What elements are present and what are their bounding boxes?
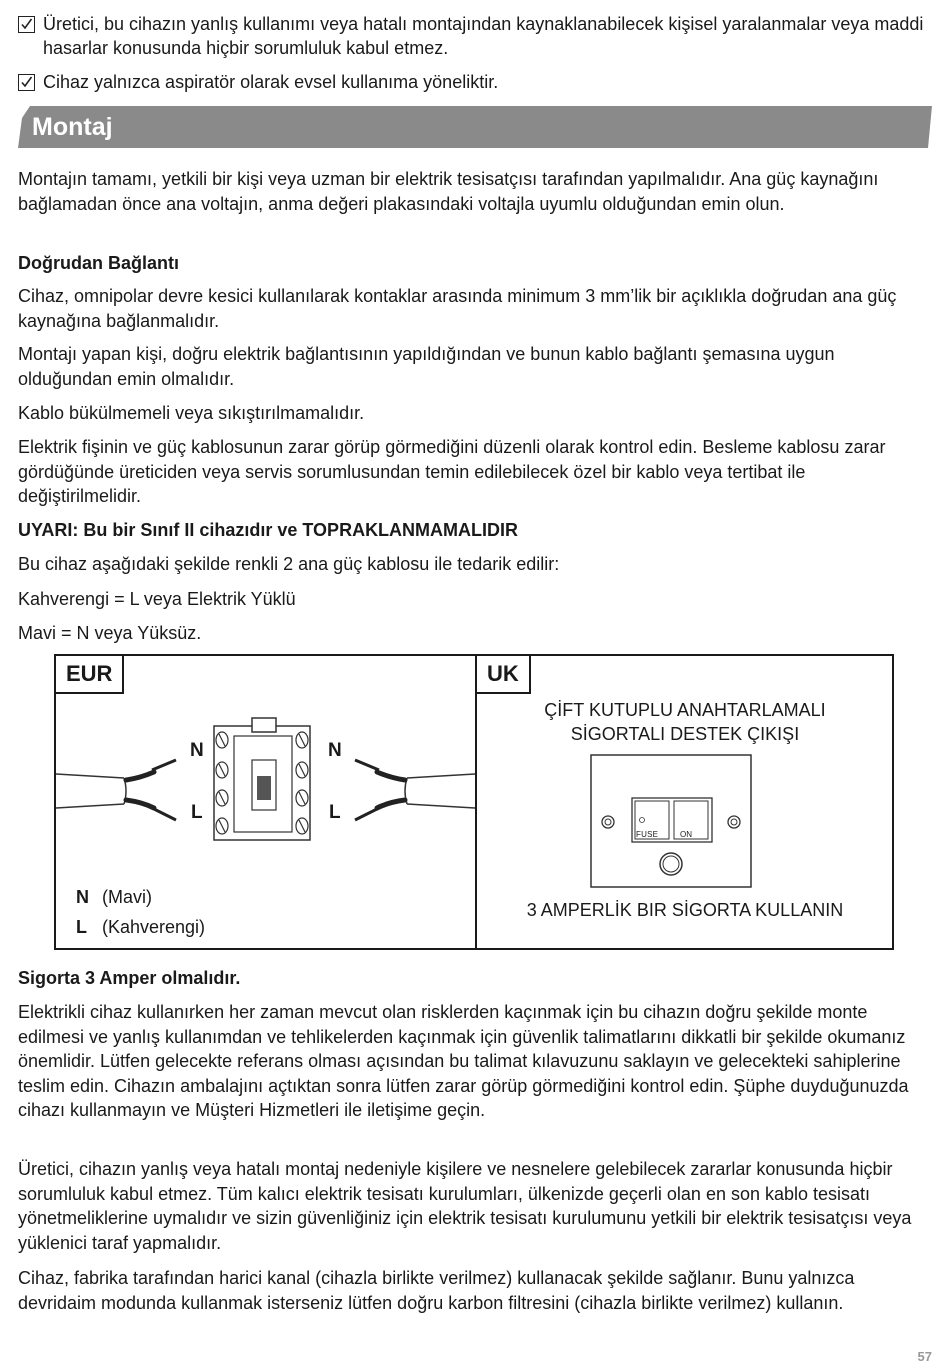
check-item	[18, 12, 943, 60]
eur-l-label-left: L	[191, 802, 203, 823]
paragraph: Cihaz, omnipolar devre kesici kullanılarak kontaklar arasında minimum 3 mm’lik bir açıklıkla doğrudan ana güç kaynağına bağlanmalıdır.	[18, 286, 897, 331]
paragraph: Cihaz, fabrika tarafından harici kanal (cihazla birlikte verilmez) kullanacak şekilde sağlanır. Bunu yalnızca devridaim modunda kullanmak isterseniz lütfen doğru karbon filtresini (cihazla birlikte verilmez) kullanın.	[18, 1268, 855, 1313]
fuse-label: FUSE	[636, 830, 659, 839]
uk-heading	[476, 698, 894, 746]
paragraph: Kablo bükülmemeli veya sıkıştırılmamalıdır.	[18, 403, 365, 423]
paragraph: Kahverengi = L veya Elektrik Yüklü	[18, 589, 296, 609]
on-label: ON	[680, 830, 692, 839]
legend-key: L	[76, 917, 87, 937]
eur-n-label-left: N	[190, 740, 204, 761]
eur-tag: EUR	[56, 656, 124, 694]
fused-spur-outlet-drawing	[590, 754, 752, 888]
paragraph: Bu cihaz aşağıdaki şekilde renkli 2 ana güç kablosu ile tedarik edilir:	[18, 554, 560, 574]
warning-heading: UYARI: Bu bir Sınıf II cihazıdır ve TOPRAKLANMAMALIDIR	[18, 520, 519, 540]
uk-tag: UK	[477, 656, 531, 694]
check-item	[18, 70, 943, 94]
paragraph: Üretici, cihazın yanlış veya hatalı montaj nedeniyle kişilere ve nesnelere gelebilecek zararlar konusunda hiçbir sorumluluk kabul etmez. Tüm kalıcı elektrik tesisatı kurulumları, ülkenizde geçerli olan en son kablo tesisatı yönetmeliklerine uymalıdır ve sizin güvenliğiniz için elektrik tesisatı kurulumunu yetkili bir elektrik tesisatçısı veya yüklenici taraf yapmalıdır.	[18, 1159, 912, 1253]
legend-key: N	[76, 887, 89, 907]
check-item-text: Cihaz yalnızca aspiratör olarak evsel kullanıma yöneliktir.	[43, 72, 499, 92]
eur-n-label-right: N	[328, 740, 342, 761]
wiring-diagram	[54, 654, 894, 950]
legend-value: (Kahverengi)	[102, 917, 206, 937]
uk-heading-line1: ÇİFT KUTUPLU ANAHTARLAMALI	[544, 700, 826, 720]
checkmark-icon	[18, 16, 35, 33]
eur-l-label-right: L	[329, 802, 341, 823]
uk-heading-line2: SİGORTALI DESTEK ÇIKIŞI	[570, 724, 800, 744]
paragraph: Mavi = N veya Yüksüz.	[18, 623, 202, 643]
subheading: Doğrudan Bağlantı	[18, 253, 179, 273]
check-item-text: Üretici, bu cihazın yanlış kullanımı veya hatalı montajından kaynaklanabilecek kişisel yaralanmalar veya maddi hasarlar konusunda hiçbir sorumluluk kabul etmez.	[43, 14, 924, 58]
fuse-heading: Sigorta 3 Amper olmalıdır.	[18, 968, 241, 988]
paragraph: Elektrikli cihaz kullanırken her zaman mevcut olan risklerden kaçınmak için bu cihazın doğru şekilde monte edilmesi ve yanlış kullanımdan ve tehlikelerden kaçınmak için güvenlik talimatlarını dikkatli bir şekilde okumanız önemlidir. Lütfen gelecekte referans olması açısından bu talimat kılavuzunu saklayın ve gelecekteki sahiplerine teslim edin. Cihazın ambalajını açtıktan sonra lütfen zarar görüp görmediğini kontrol edin. Şüphe duyduğunuzda cihazı kullanmayın ve Müşteri Hizmetleri ile iletişime geçin.	[18, 1002, 909, 1120]
page-number: 57	[917, 1349, 932, 1364]
paragraph: Elektrik fişinin ve güç kablosunun zarar görüp görmediğini düzenli olarak kontrol edin. Besleme kablosu zarar gördüğünde üreticiden veya servis sorumlusundan temin edilebilecek özel bir kablo veya tertibat ile değiştirilmelidir.	[18, 437, 886, 506]
paragraph: Montajı yapan kişi, doğru elektrik bağlantısının yapıldığından ve bunun kablo bağlantı şemasına uygun olduğundan emin olmalıdır.	[18, 344, 835, 389]
legend-value: (Mavi)	[102, 887, 152, 907]
legend-row-l	[76, 912, 205, 942]
uk-footer: 3 AMPERLİK BIR SİGORTA KULLANIN	[526, 900, 844, 920]
legend-row-n	[76, 882, 152, 912]
checkmark-icon	[18, 74, 35, 91]
section-title: Montaj	[32, 113, 113, 141]
paragraph: Montajın tamamı, yetkili bir kişi veya uzman bir elektrik tesisatçısı tarafından yapılmalıdır. Ana güç kaynağını bağlamadan önce ana voltajın, anma değeri plakasındaki voltajla uyumlu olduğundan emin olun.	[18, 169, 879, 214]
section-header-bar	[18, 106, 932, 148]
